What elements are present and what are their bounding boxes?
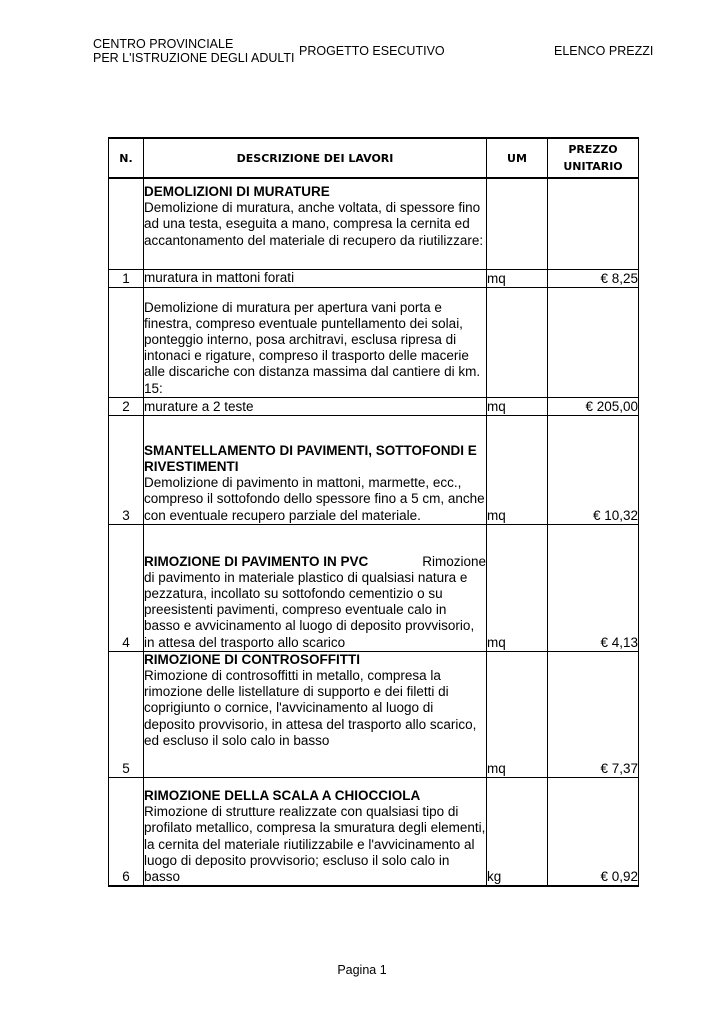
item-number: 3	[109, 415, 144, 524]
header-organization	[93, 37, 295, 65]
item-price: € 4,13	[548, 524, 639, 651]
column-header-price-line2: UNITARIO	[563, 160, 623, 173]
description-text: Rimozione	[422, 553, 486, 569]
column-header-price-line1: PREZZO	[568, 143, 618, 156]
section-title: RIMOZIONE DI CONTROSOFFITTI	[144, 651, 360, 667]
table-header-row	[109, 138, 639, 178]
column-header-um: UM	[487, 138, 548, 178]
item-number: 5	[109, 651, 144, 777]
section-title: RIMOZIONE DELLA SCALA A CHIOCCIOLA	[144, 788, 421, 803]
section-title: DEMOLIZIONI DI MURATURE	[144, 184, 330, 199]
description-text: Rimozione di strutture realizzate con qualsiasi tipo di profilato metallico, compresa la smuratura degli elementi, la cernita del materiale riutilizzabile e l'avvicinamento al luogo di deposito provvisorio; escluso il solo calo in basso	[144, 804, 486, 885]
column-header-description: DESCRIZIONE DEI LAVORI	[144, 138, 487, 178]
description-text: Rimozione di controsoffitti in metallo, compresa la rimozione delle listellature di supporto e dei filetti di coprigiunto o cornice, l'avvicinamento al luogo di deposito provvisorio, in attesa del trasporto allo scarico, ed escluso il solo calo in basso	[144, 667, 477, 748]
item-price: € 8,25	[548, 269, 639, 287]
section-title: RIMOZIONE DI PAVIMENTO IN PVC	[144, 553, 369, 569]
header-org-line2: PER L'ISTRUZIONE DEGLI ADULTI	[93, 51, 295, 65]
description-text: Demolizione di muratura, anche voltata, di spessore fino ad una testa, eseguita a mano, compresa la cernita ed accantonamento del materiale di recupero da riutilizzare:	[144, 200, 484, 248]
item-number: 2	[109, 397, 144, 415]
item-unit: mq	[487, 397, 548, 415]
item-price: € 205,00	[548, 397, 639, 415]
table-row	[109, 777, 639, 886]
header-project: PROGETTO ESECUTIVO	[299, 44, 445, 58]
item-number: 6	[109, 777, 144, 886]
column-header-price	[548, 138, 639, 178]
table-row	[109, 397, 639, 415]
description-text: Demolizione di pavimento in mattoni, marmette, ecc., compreso il sottofondo dello spessore fino a 5 cm, anche con eventuale recupero parziale del materiale.	[144, 475, 485, 523]
item-description: muratura in mattoni forati	[144, 269, 487, 287]
table-row	[109, 269, 639, 287]
description-text: di pavimento in materiale plastico di qualsiasi natura e pezzatura, incollato su sottofondo cementizio o su preesistenti pavimenti, compreso eventuale calo in basso e avvicinamento al luogo di deposito provvisorio, in attesa del trasporto allo scarico	[144, 569, 475, 650]
item-price: € 10,32	[548, 415, 639, 524]
item-unit: kg	[487, 777, 548, 886]
description-text: Demolizione di muratura per apertura vani porta e finestra, compreso eventuale puntellamento dei solai, ponteggio interno, posa architravi, esclusa ripresa di intonaci e rigature, compreso il trasporto delle macerie alle discariche con distanza massima dal cantiere di km. 15:	[144, 299, 481, 396]
item-unit: mq	[487, 415, 548, 524]
item-price: € 7,37	[548, 651, 639, 777]
header-doc-type: ELENCO PREZZI	[554, 44, 654, 58]
page-number: Pagina 1	[337, 963, 387, 977]
table-row	[109, 287, 639, 397]
item-price: € 0,92	[548, 777, 639, 886]
price-list-table	[108, 137, 639, 887]
table-row	[109, 415, 639, 524]
table-row	[109, 178, 639, 269]
table-row	[109, 524, 639, 651]
header-org-line1: CENTRO PROVINCIALE	[93, 37, 234, 51]
item-unit: mq	[487, 651, 548, 777]
item-description: murature a 2 teste	[144, 397, 487, 415]
column-header-n: N.	[109, 138, 144, 178]
section-title: SMANTELLAMENTO DI PAVIMENTI, SOTTOFONDI E RIVESTIMENTI	[144, 442, 477, 474]
item-number: 4	[109, 524, 144, 651]
table-row	[109, 651, 639, 777]
item-number: 1	[109, 269, 144, 287]
item-unit: mq	[487, 524, 548, 651]
item-unit: mq	[487, 269, 548, 287]
